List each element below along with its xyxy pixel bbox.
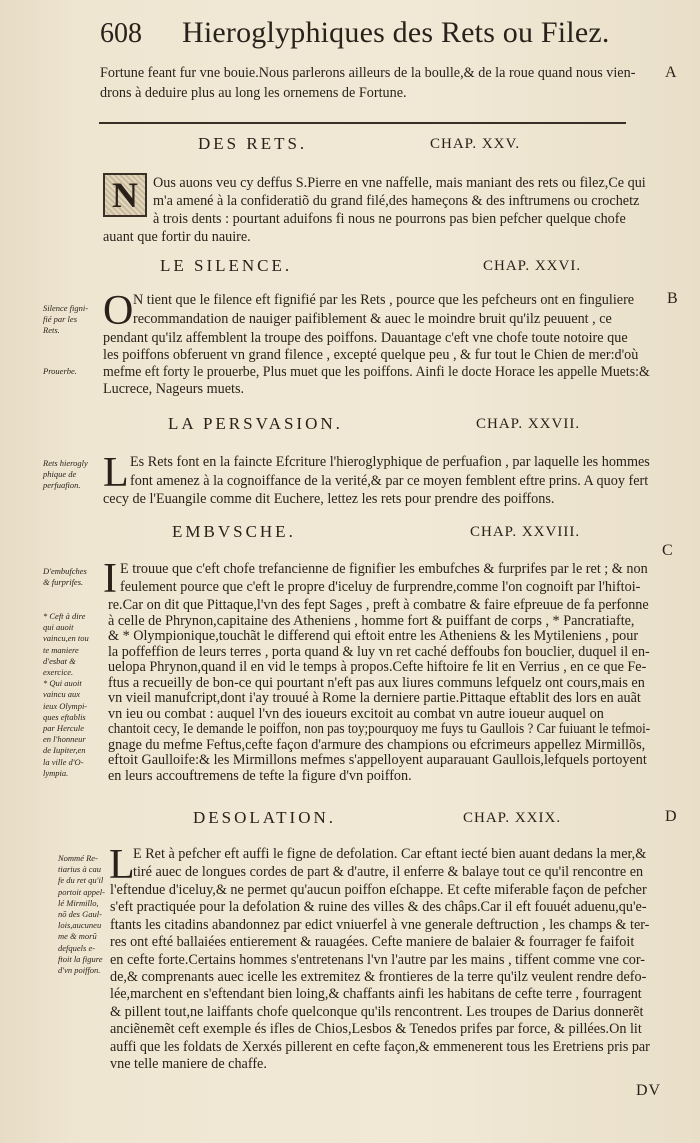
- margin-note-line: vaincu aux: [43, 689, 81, 700]
- text-line: re.Car on dit que Pittaque,l'vn des fept Sages , preft à combatre & faire efpreuue de fa perfonne: [108, 597, 649, 613]
- margin-note-line: d'vn poiffon.: [58, 965, 101, 976]
- section-title: DES RETS.: [198, 134, 308, 153]
- margin-note: [58, 853, 106, 976]
- text-line: s'eft practiquée pour la defolation & ruine des villes & des châps.Car il eft fouuét aduenu,qu'e-: [110, 899, 647, 916]
- text-line: de,& comprenants auec icelle les extremitez & frontieres de la terre qu'ilz veulent rendre defo-: [110, 969, 647, 985]
- section-title: EMBVSCHE.: [172, 522, 296, 541]
- running-title: Hieroglyphiques des Rets ou Filez.: [182, 16, 610, 49]
- text-line: vne telle maniere de chaffe.: [110, 1056, 267, 1072]
- section-heading-desolation: [193, 808, 633, 832]
- margin-note-line: Rets.: [43, 325, 60, 336]
- margin-note-line: D'embufches: [43, 566, 87, 576]
- section-heading-la-persuasion: [168, 414, 628, 438]
- section-heading-des-rets: [198, 134, 628, 158]
- text-line: N tient que le filence eft fignifié par les Rets , pource que les pefcheurs ont en finguliere: [133, 292, 635, 308]
- section-divider-rule: [99, 122, 626, 124]
- margin-note-line: * Qui auoit: [43, 678, 82, 689]
- text-line: ftus a recueilly de bon-ce qui pourtant n'eft pas aux liures communs lefquelz ont cours,mais en: [108, 674, 645, 691]
- margin-note-line: Nommé Re-: [58, 853, 98, 863]
- text-line: mefme eft forty le prouerbe, Plus muet que les poiffons. Ainfi le docte Horace les appelle Muets:&: [103, 364, 650, 380]
- text-line: & * Olympionique,touchãt le differend qui eftoit entre les Atheniens & les Mytileniens , pour: [108, 628, 639, 644]
- text-line: m'a amené à la confideratiõ du grand filé,des hameçons & des inftrumens ou crochetz: [153, 193, 640, 209]
- margin-note-line: Prouerbe.: [43, 366, 77, 376]
- margin-note-line: par Hercule: [43, 723, 84, 734]
- section-title: LE SILENCE.: [160, 256, 293, 275]
- drop-cap-initial: N: [103, 173, 147, 217]
- margin-note-line: & furprifes.: [43, 577, 84, 588]
- text-line: uelopa Phrynon,quand il en vid le temps à propos.Cefte hiftoire fe lit en Verrius , en ce que Fe-: [108, 659, 647, 675]
- section-heading-le-silence: [160, 256, 630, 280]
- margin-note-line: exercice.: [43, 667, 74, 678]
- text-line: Es Rets font en la faincte Efcriture l'hieroglyphique de perfuafion , par laquelle les hommes: [130, 454, 650, 470]
- page-number: 608: [100, 18, 142, 49]
- margin-note: [43, 611, 91, 779]
- text-line: E trouue que c'eft chofe trefancienne de fignifier les embufches & furprifes par le ret ; & non: [120, 561, 648, 577]
- text-line: ftants les citadins abandonnez par edict vniuerfel à vne generale deftruction , les champs & ter-: [110, 916, 650, 933]
- margin-note-line: ques eftablis: [43, 711, 86, 722]
- margin-note-line: portoit appel-: [58, 886, 105, 897]
- text-line: anciẽnemẽt ceft exemple és ifles de Chios,Lesbos & Tenedos prifes par force, & pillées.On lit: [110, 1021, 642, 1038]
- margin-note-line: fié par les: [43, 314, 77, 325]
- margin-note-line: te maniere: [43, 644, 79, 655]
- margin-letter-b: B: [667, 290, 678, 307]
- page-header: [100, 16, 640, 56]
- margin-note-line: de Iupiter,en: [43, 745, 86, 756]
- text-line: recommandation de nauiger paifiblement & auec le moindre bruit qu'ilz peuuent , ce: [133, 311, 612, 327]
- large-initial: L: [103, 450, 129, 496]
- margin-note-line: nõ des Gaul-: [58, 909, 102, 920]
- margin-note: [43, 566, 91, 588]
- margin-note-line: en l'honneur: [43, 734, 86, 745]
- margin-note-line: phique de: [43, 469, 77, 480]
- margin-note-line: perfuafion.: [43, 480, 81, 491]
- text-line: à trois dents : pourtant aduifons fi nous ne pourrons pas bien pefcher quelque chofe: [153, 211, 626, 227]
- chapter-number: CHAP. XXVII.: [476, 416, 581, 432]
- text-line: Lucrece, Nageurs muets.: [103, 381, 245, 397]
- text-line: Ous auons veu cy deffus S.Pierre en vne naffelle, mais maniant des rets ou filez,Ce qui: [153, 175, 646, 191]
- section-body-desolation: [133, 846, 647, 887]
- margin-note-line: ftoit la figure: [58, 953, 103, 964]
- text-line: à celle de Phrynon,capitaine des Atheniens , homme fort & puiffant de corps , * Pancratiafte,: [108, 612, 635, 629]
- chapter-number: CHAP. XXV.: [430, 136, 521, 152]
- text-line: les poiffons obferuent vn grand filence , excepté quelque peu , & fur tout le Chien de mer:d'où: [103, 347, 639, 363]
- text-line: lée,marchent en s'eftendant bien loing,& chaffants ainfi les habitans de cefte terre , fourragent: [110, 986, 642, 1003]
- margin-note-line: tiarius à cau: [58, 864, 101, 875]
- text-line: eftoit Gaulloife:& les Mirmillons mefmes s'appelloyent auparauant Gaullois,lefquels portoyent: [108, 752, 647, 768]
- large-initial: O: [103, 288, 134, 334]
- margin-note: [43, 303, 91, 337]
- margin-note-line: la ville d'O-: [43, 756, 84, 767]
- margin-letter-c: C: [662, 542, 673, 559]
- margin-note-line: ieux Olympi-: [43, 700, 88, 711]
- margin-note-line: me & morũ: [58, 931, 97, 942]
- text-line: font amenez à la cognoiffance de la verité,& par ce moyen femblent eftre prins. A quoy fert: [130, 473, 649, 489]
- text-line: auant que fortir du nauire.: [103, 229, 251, 245]
- section-body-la-persuasion: [130, 454, 650, 495]
- text-line: res ont efté ballaiées entierement & rauagées. Cefte maniere de balaier & fourrager fe faifoit: [110, 934, 635, 951]
- margin-letter-a: A: [665, 64, 677, 81]
- text-line: l'eftendue d'iceluy,& ne permet qu'aucun poiffon eſchappe. Et cefte miferable façon de pefcher: [110, 882, 647, 898]
- margin-note-line: defquels e-: [58, 942, 96, 953]
- text-line: en cefte forte.Certains hommes s'entretenans l'vn l'autre par les mains , tiffent comme vne cor-: [110, 951, 646, 968]
- margin-note-line: d'esbat &: [43, 655, 76, 666]
- text-line: en leurs accouftremens de tefte la figure d'vn poiffon.: [108, 767, 412, 784]
- text-line: vn vieil manufcript,dont i'ay trouué à Rome la derniere partie.Pittaque eftablit des lors en auãt: [108, 690, 641, 706]
- margin-note: [43, 458, 91, 492]
- section-body-embusche: [120, 561, 648, 602]
- text-line: chantoit cecy, Ie demande le poiffon, non pas toy;pourquoy me fuys tu Gaullois ? Car fuiuant le tefmoi-: [108, 721, 651, 737]
- catchword: DV: [636, 1082, 662, 1099]
- text-line: cecy de l'Euangile comme dit Euchere, lettez les rets pour prendre des poiffons.: [103, 491, 555, 507]
- text-line: vn ieu ou combat : auquel l'vn des ioueurs excitoit au combat vn autre ioueur auquel on: [108, 705, 604, 722]
- section-body-desolation-cont: [110, 883, 650, 1103]
- section-title: DESOLATION.: [193, 808, 337, 827]
- intro-paragraph: [100, 62, 640, 102]
- margin-note-line: lois,aucuneu: [58, 920, 102, 931]
- margin-note-line: lé Mirmillo,: [58, 897, 99, 908]
- large-initial: L: [109, 842, 135, 888]
- margin-note-line: * Ceft à dire: [43, 611, 86, 621]
- section-body-le-silence-cont: [103, 330, 650, 411]
- margin-letter-d: D: [665, 808, 677, 825]
- chapter-number: CHAP. XXIX.: [463, 810, 562, 826]
- text-line: & pillent tout,ne laiffants chofe quelconque qu'ils rencontrent. Les troupes de Darius donnerẽt: [110, 1003, 644, 1020]
- section-body-embusche-cont: [108, 597, 651, 798]
- text-line: feulement pource que c'eft le propre d'iceluy de furprendre,comme l'on cognoift par l'hiftoi-: [120, 579, 641, 595]
- text-line: E Ret à pefcher eft auffi le figne de defolation. Car eftant iecté bien auant dedans la mer,&: [133, 846, 647, 862]
- text-line: gnage du mefme Feftus,cefte façon d'armure des champions ou efcrimeurs appellez Mirmillõs,: [108, 736, 646, 753]
- text-line: tiré auec de longues cordes de part & d'autre, il enferre & balaye tout ce qu'il rencontre en: [133, 864, 644, 880]
- text-line: Fortune feant fur vne bouie.Nous parlerons ailleurs de la boulle,& de la roue quand nous vien-: [100, 65, 636, 81]
- section-heading-embusche: [172, 522, 632, 546]
- text-line: drons à deduire plus au long les ornemens de Fortune.: [100, 85, 407, 101]
- section-body-le-silence: [133, 293, 633, 333]
- text-line: la poffeffion de leurs terres , porta quand & luy vn ret caché deffoubs fon bouclier, duquel il en-: [108, 643, 650, 660]
- margin-note-line: qui auoit: [43, 622, 74, 633]
- margin-note-line: lympia.: [43, 767, 69, 778]
- margin-note-line: Rets hierogly: [43, 458, 88, 468]
- margin-note-line: Silence figni-: [43, 303, 89, 313]
- margin-note: [43, 366, 91, 377]
- large-initial: I: [103, 556, 117, 602]
- text-line: auffi que les foldats de Xerxés pillerent en cefte façon,& emmenerent tous les Eretriens pris par: [110, 1038, 650, 1055]
- margin-note-line: vaincu,en tou: [43, 633, 89, 644]
- chapter-number: CHAP. XXVI.: [483, 258, 582, 274]
- section-title: LA PERSVASION.: [168, 414, 343, 433]
- chapter-number: CHAP. XXVIII.: [470, 524, 581, 540]
- text-line: pendant qu'ilz affemblent la troupe des poiffons. Dauantage c'eft vne chofe toute notoire que: [103, 330, 628, 346]
- margin-note-line: fe du ret qu'il: [58, 875, 104, 886]
